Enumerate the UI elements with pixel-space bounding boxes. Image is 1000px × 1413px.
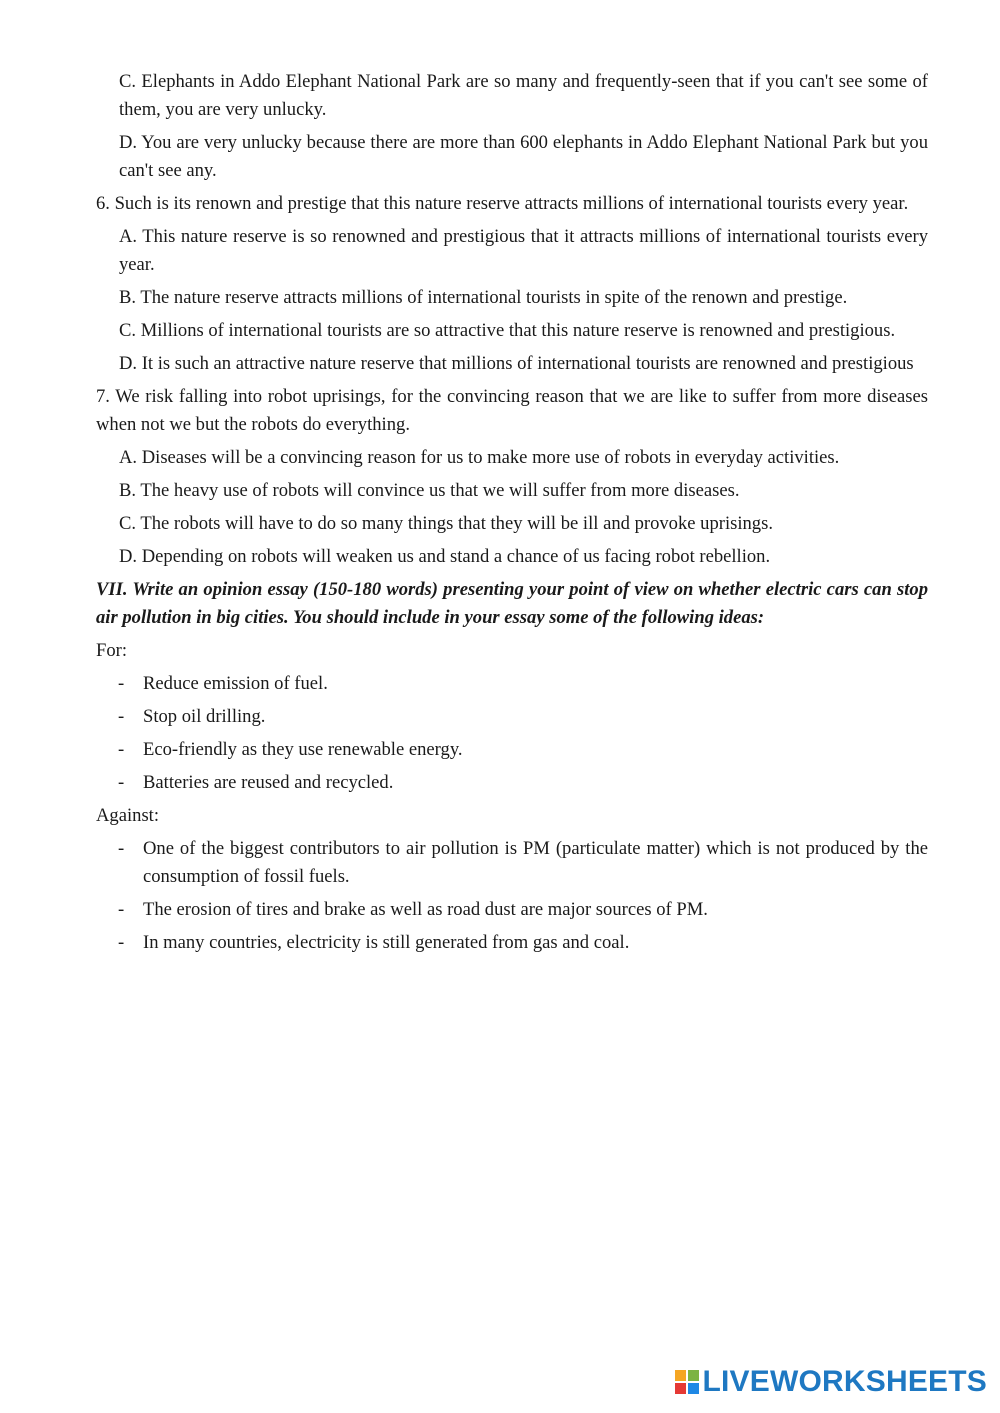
- q6-option-b: B. The nature reserve attracts millions of international tourists in spite of the renown and prestige.: [119, 287, 848, 308]
- q7-option-a: A. Diseases will be a convincing reason for us to make more use of robots in everyday activities.: [119, 447, 840, 468]
- for-list-item: - Reduce emission of fuel.: [143, 670, 928, 698]
- logo-block: [675, 1370, 686, 1381]
- for-list: [96, 670, 928, 797]
- against-label: Against:: [96, 805, 160, 826]
- q5-option-d: D. You are very unlucky because there are more than 600 elephants in Addo Elephant National Park but you can't see any.: [119, 132, 928, 181]
- logo-block: [688, 1370, 699, 1381]
- worksheet-content: [96, 68, 928, 962]
- dash-marker: -: [118, 673, 125, 694]
- dash-marker: -: [118, 739, 125, 760]
- against-list-item: - One of the biggest contributors to air pollution is PM (particulate matter) which is not produced by the consumption of fossil fuels.: [143, 835, 928, 891]
- logo-text: LIVEWORKSHEETS: [702, 1365, 987, 1398]
- section-7-heading: VII. Write an opinion essay (150-180 words) presenting your point of view on whether electric cars can stop air pollution in big cities. You should include in your essay some of the following ideas:: [96, 579, 928, 628]
- for-list-item: - Batteries are reused and recycled.: [143, 769, 928, 797]
- dash-marker: -: [118, 706, 125, 727]
- for-label: For:: [96, 640, 127, 661]
- q6-option-a: A. This nature reserve is so renowned and prestigious that it attracts millions of international tourists every year.: [119, 226, 928, 275]
- against-list-item: - The erosion of tires and brake as well as road dust are major sources of PM.: [143, 896, 928, 924]
- q7-option-c: C. The robots will have to do so many things that they will be ill and provoke uprisings.: [119, 513, 773, 534]
- logo-block: [675, 1383, 686, 1394]
- q5-option-c: C. Elephants in Addo Elephant National Park are so many and frequently-seen that if you can't see some of them, you are very unlucky.: [119, 71, 928, 120]
- dash-marker: -: [118, 772, 125, 793]
- logo-block: [688, 1383, 699, 1394]
- for-list-item: - Eco-friendly as they use renewable energy.: [143, 736, 928, 764]
- for-list-item: - Stop oil drilling.: [143, 703, 928, 731]
- dash-marker: -: [118, 838, 125, 859]
- q6-stem: 6. Such is its renown and prestige that this nature reserve attracts millions of international tourists every year.: [96, 193, 909, 214]
- liveworksheets-logo[interactable]: [675, 1365, 988, 1399]
- against-list-item: - In many countries, electricity is still generated from gas and coal.: [143, 929, 928, 957]
- q7-option-d: D. Depending on robots will weaken us and stand a chance of us facing robot rebellion.: [119, 546, 771, 567]
- dash-marker: -: [118, 932, 125, 953]
- q6-option-c: C. Millions of international tourists are so attractive that this nature reserve is renowned and prestigious.: [119, 320, 896, 341]
- logo-blocks-icon: [675, 1370, 699, 1394]
- q7-stem: 7. We risk falling into robot uprisings, for the convincing reason that we are like to suffer from more diseases when not we but the robots do everything.: [96, 386, 928, 435]
- q7-option-b: B. The heavy use of robots will convince us that we will suffer from more diseases.: [119, 480, 740, 501]
- q6-option-d: D. It is such an attractive nature reserve that millions of international tourists are renowned and prestigious: [119, 353, 914, 374]
- dash-marker: -: [118, 899, 125, 920]
- against-list: [96, 835, 928, 957]
